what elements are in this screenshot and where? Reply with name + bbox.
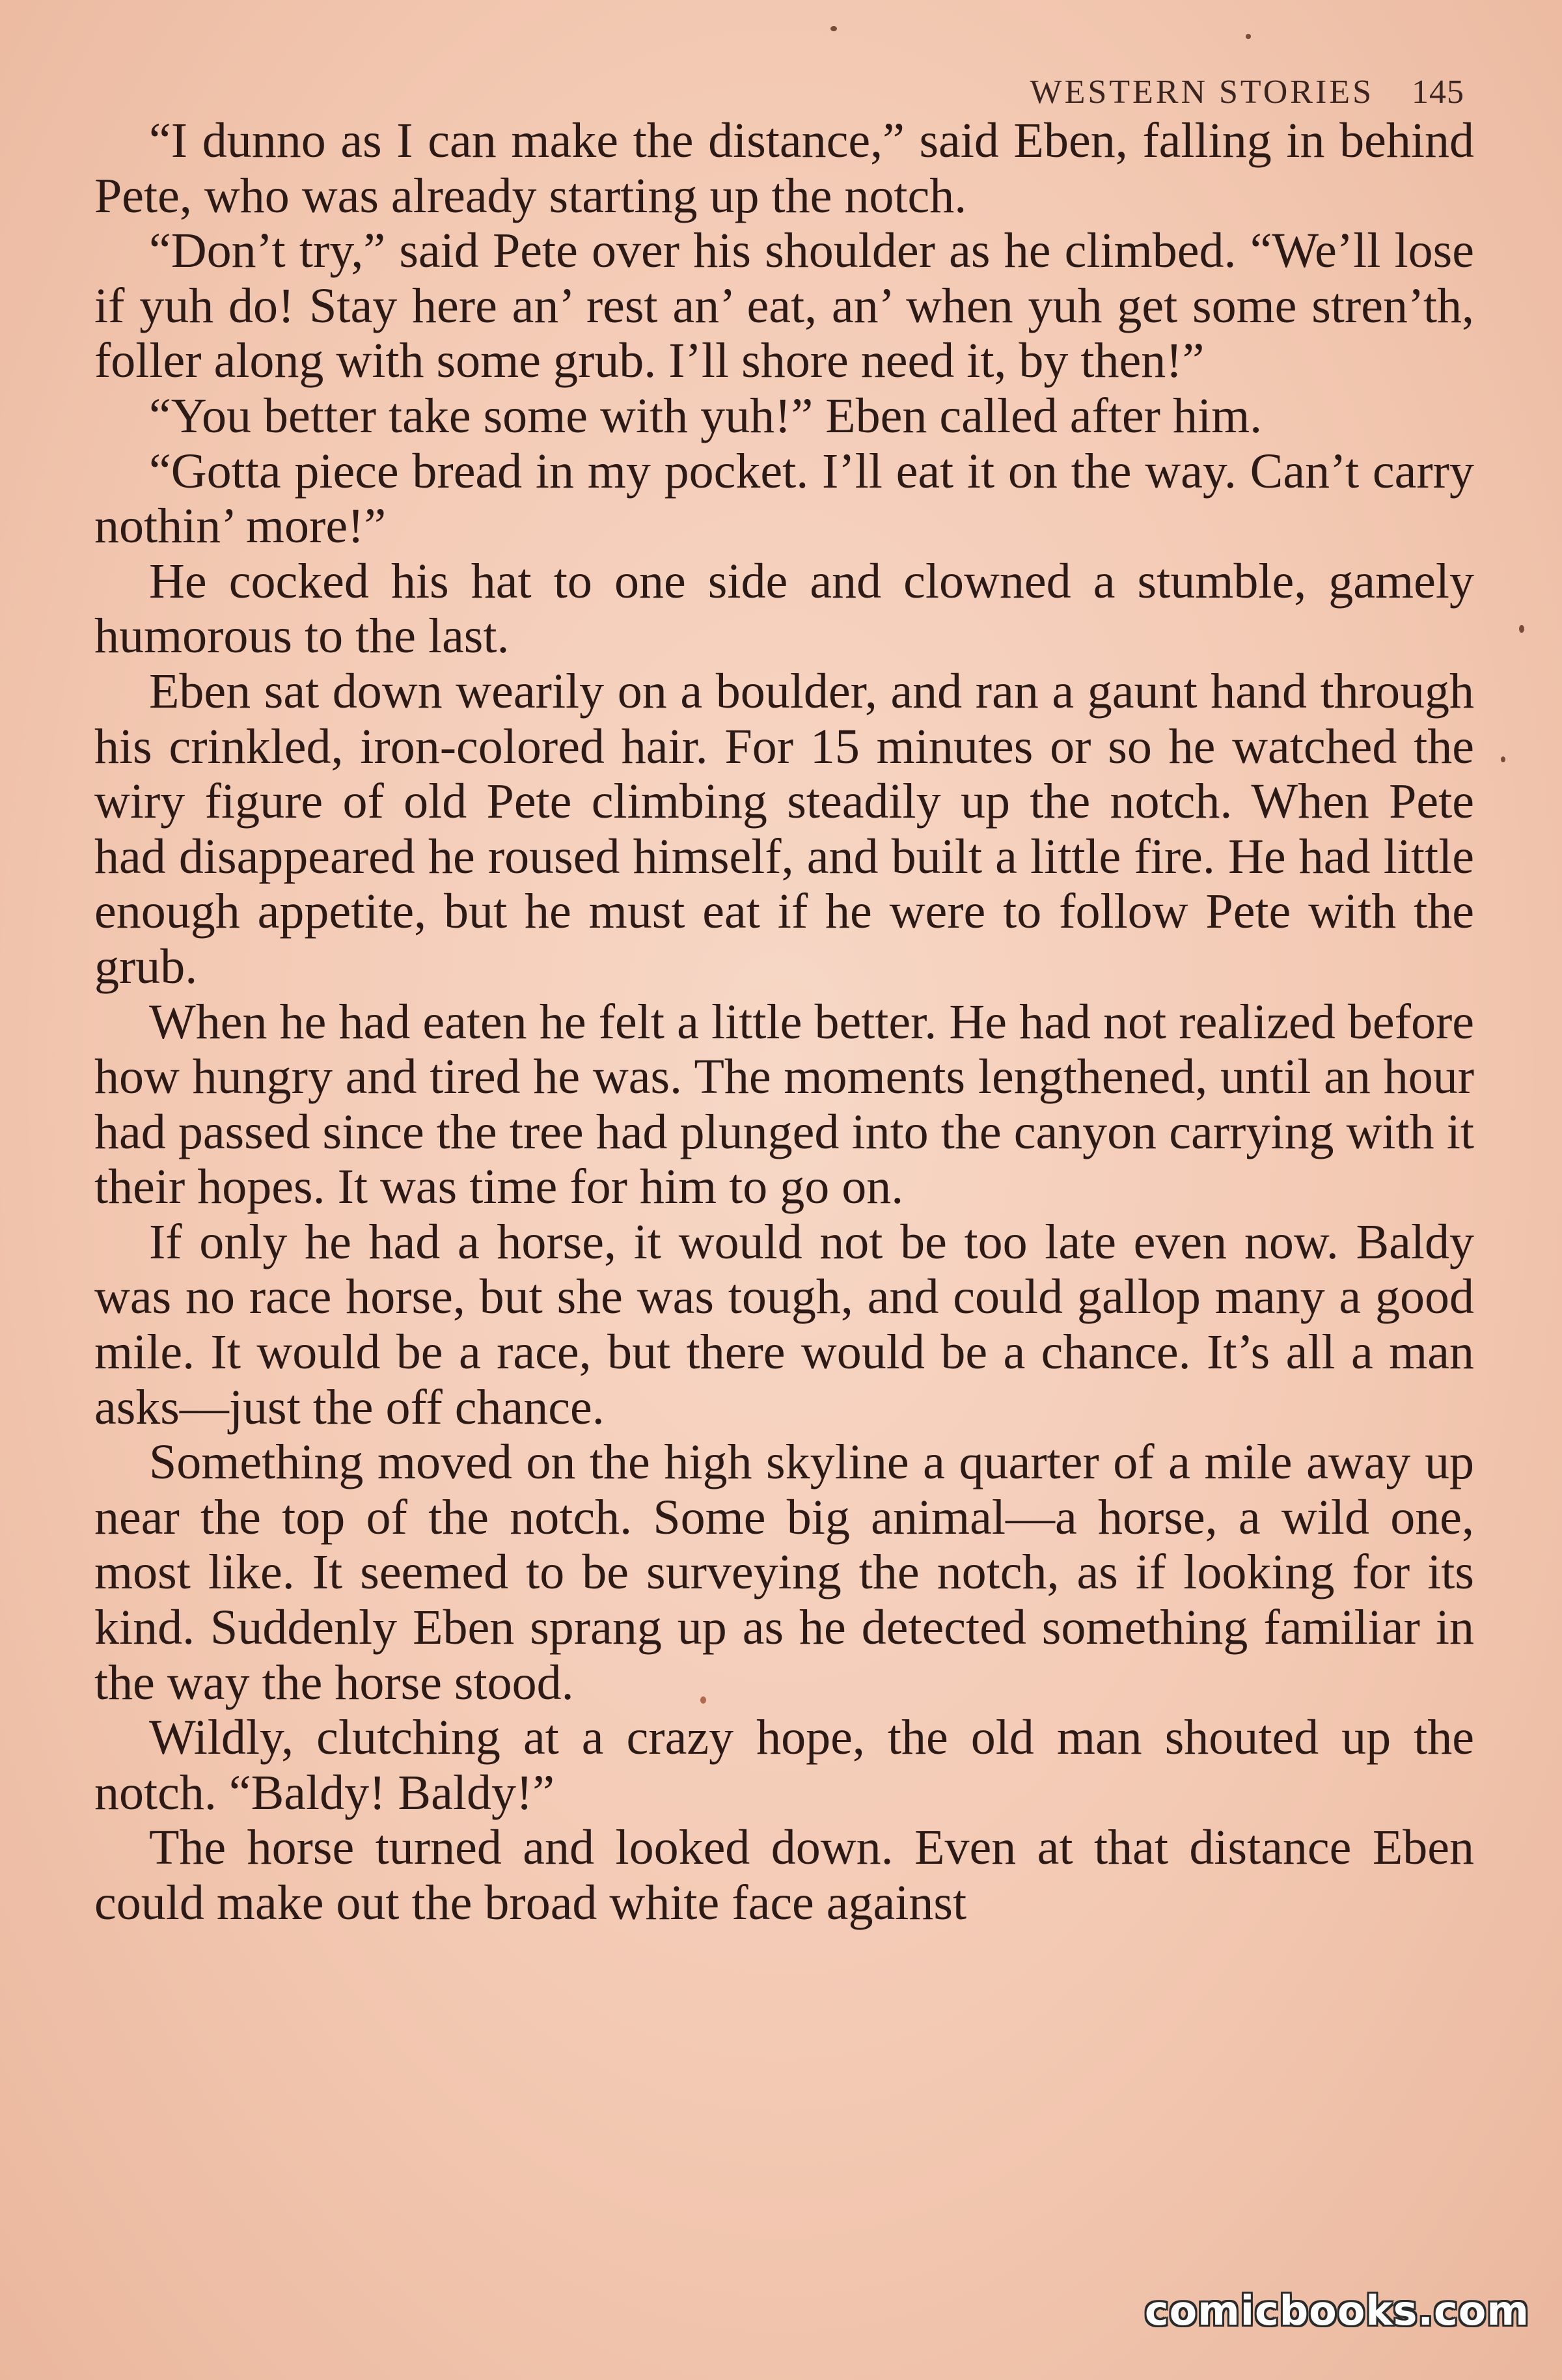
ink-speck: [1501, 756, 1505, 762]
story-text: [94, 113, 1474, 1931]
running-title: WESTERN STORIES: [1030, 74, 1374, 111]
paragraph: The horse turned and looked down. Even at that distance Eben could make out the broad white face against: [94, 1820, 1474, 1930]
paragraph: He cocked his hat to one side and clowned a stumble, gamely humorous to the last.: [94, 553, 1474, 664]
paragraph: If only he had a horse, it would not be too late even now. Baldy was no race horse, but she was tough, and could gallop many a good mile. It would be a race, but there would be a chance. It’s all a man asks—just the off chance.: [94, 1214, 1474, 1435]
paragraph: “Gotta piece bread in my pocket. I’ll eat it on the way. Can’t carry nothin’ more!”: [94, 443, 1474, 554]
paragraph: Something moved on the high skyline a quarter of a mile away up near the top of the notch. Some big animal—a horse, a wild one, most like. It seemed to be surveying the notch, as if looking for its kind. Suddenly Eben sprang up as he detected something familiar in the way the horse stood.: [94, 1435, 1474, 1710]
running-head: [1030, 73, 1464, 111]
ink-speck: [1246, 34, 1251, 39]
paragraph: Eben sat down wearily on a boulder, and ran a gaunt hand through his crinkled, iron-colored hair. For 15 minutes or so he watched the wiry figure of old Pete climbing steadily up the notch. When Pete had disappeared he roused himself, and built a little fire. He had little enough appetite, but he must eat if he were to follow Pete with the grub.: [94, 663, 1474, 994]
paragraph: When he had eaten he felt a little better. He had not realized before how hungry and tired he was. The moments lengthened, until an hour had passed since the tree had plunged into the canyon carrying with it their hopes. It was time for him to go on.: [94, 994, 1474, 1215]
paragraph: Wildly, clutching at a crazy hope, the old man shouted up the notch. “Baldy! Baldy!”: [94, 1710, 1474, 1820]
page-number: 145: [1412, 74, 1464, 111]
paragraph: “You better take some with yuh!” Eben called after him.: [149, 388, 1263, 443]
watermark: comicbooks.com: [1144, 2287, 1529, 2334]
ink-speck: [1519, 625, 1524, 633]
ink-speck: [830, 26, 837, 31]
paragraph: “Don’t try,” said Pete over his shoulder as he climbed. “We’ll lose if yuh do! Stay here an’ rest an’ eat, an’ when yuh get some stren’th, foller along with some grub. I’ll shore need it, by then!”: [94, 223, 1474, 389]
paragraph: “I dunno as I can make the distance,” said Eben, falling in behind Pete, who was already starting up the notch.: [94, 113, 1474, 223]
